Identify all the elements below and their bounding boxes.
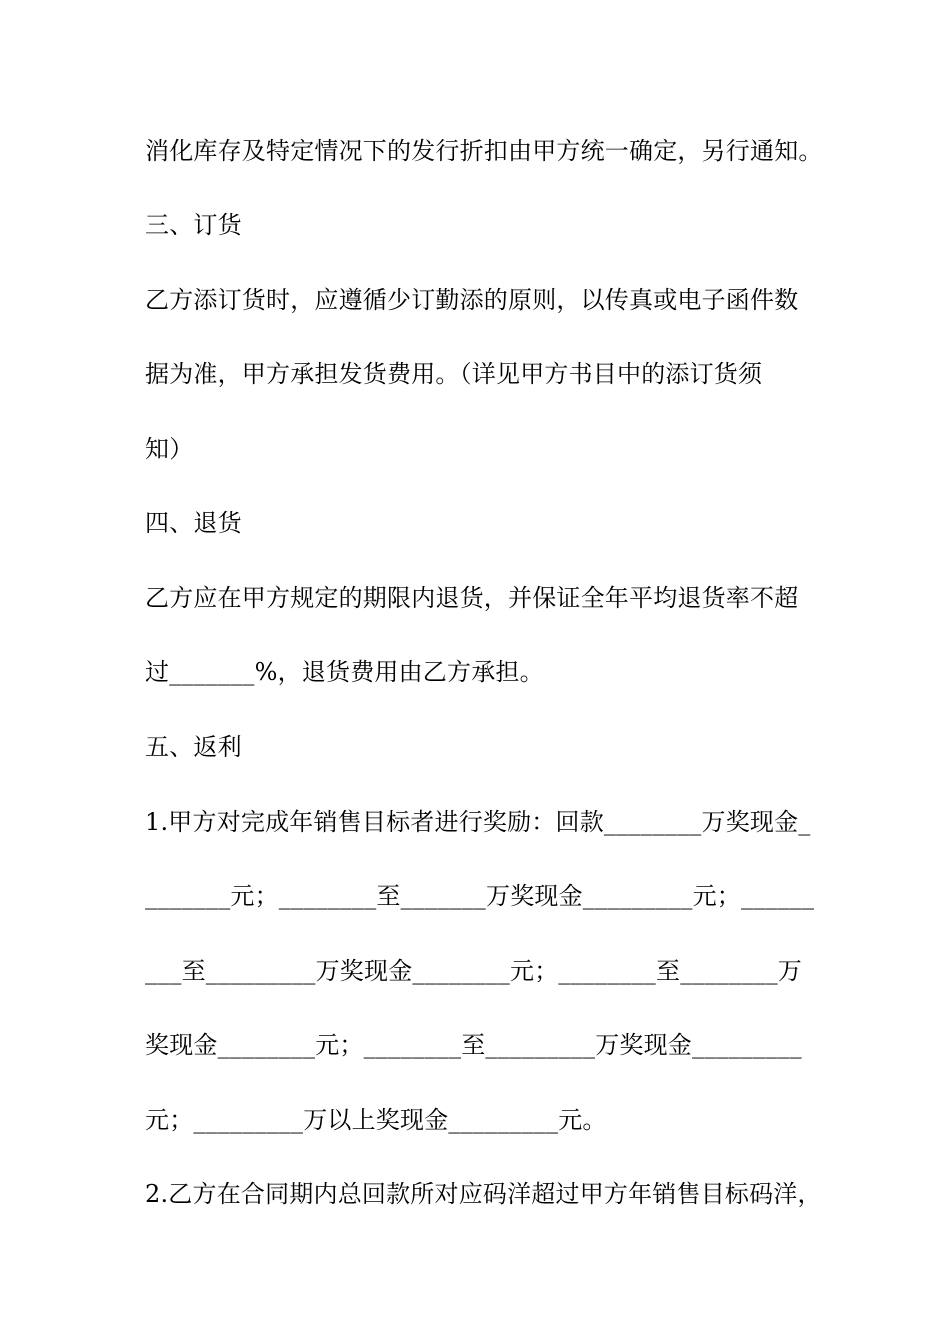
text-line-10: 1.甲方对完成年销售目标者进行奖励：回款________万奖现金_	[145, 808, 811, 836]
text-line-1: 消化库存及特定情况下的发行折扣由甲方统一确定，另行通知。	[145, 137, 823, 165]
text-line-13: 奖现金________元；________至_________万奖现金_________	[145, 1031, 802, 1059]
text-line-11: _______元；________至_______万奖现金_________元；______	[145, 882, 815, 910]
text-line-4: 据为准，甲方承担发货费用。（详见甲方书目中的添订货须	[145, 360, 763, 388]
section-heading-ordering: 三、订货	[145, 211, 242, 239]
text-line-14: 元；_________万以上奖现金_________元。	[145, 1106, 607, 1134]
text-line-15: 2.乙方在合同期内总回款所对应码洋超过甲方年销售目标码洋，	[145, 1180, 822, 1208]
text-line-3: 乙方添订货时，应遵循少订勤添的原则，以传真或电子函件数	[145, 286, 799, 314]
text-line-7: 乙方应在甲方规定的期限内退货，并保证全年平均退货率不超	[145, 584, 799, 612]
section-heading-rebate: 五、返利	[145, 733, 242, 761]
text-line-8: 过_______%，退货费用由乙方承担。	[145, 658, 544, 686]
text-line-5: 知）	[145, 435, 194, 463]
text-line-12: ___至_________万奖现金________元；________至________万	[145, 957, 802, 985]
section-heading-returns: 四、退货	[145, 509, 242, 537]
